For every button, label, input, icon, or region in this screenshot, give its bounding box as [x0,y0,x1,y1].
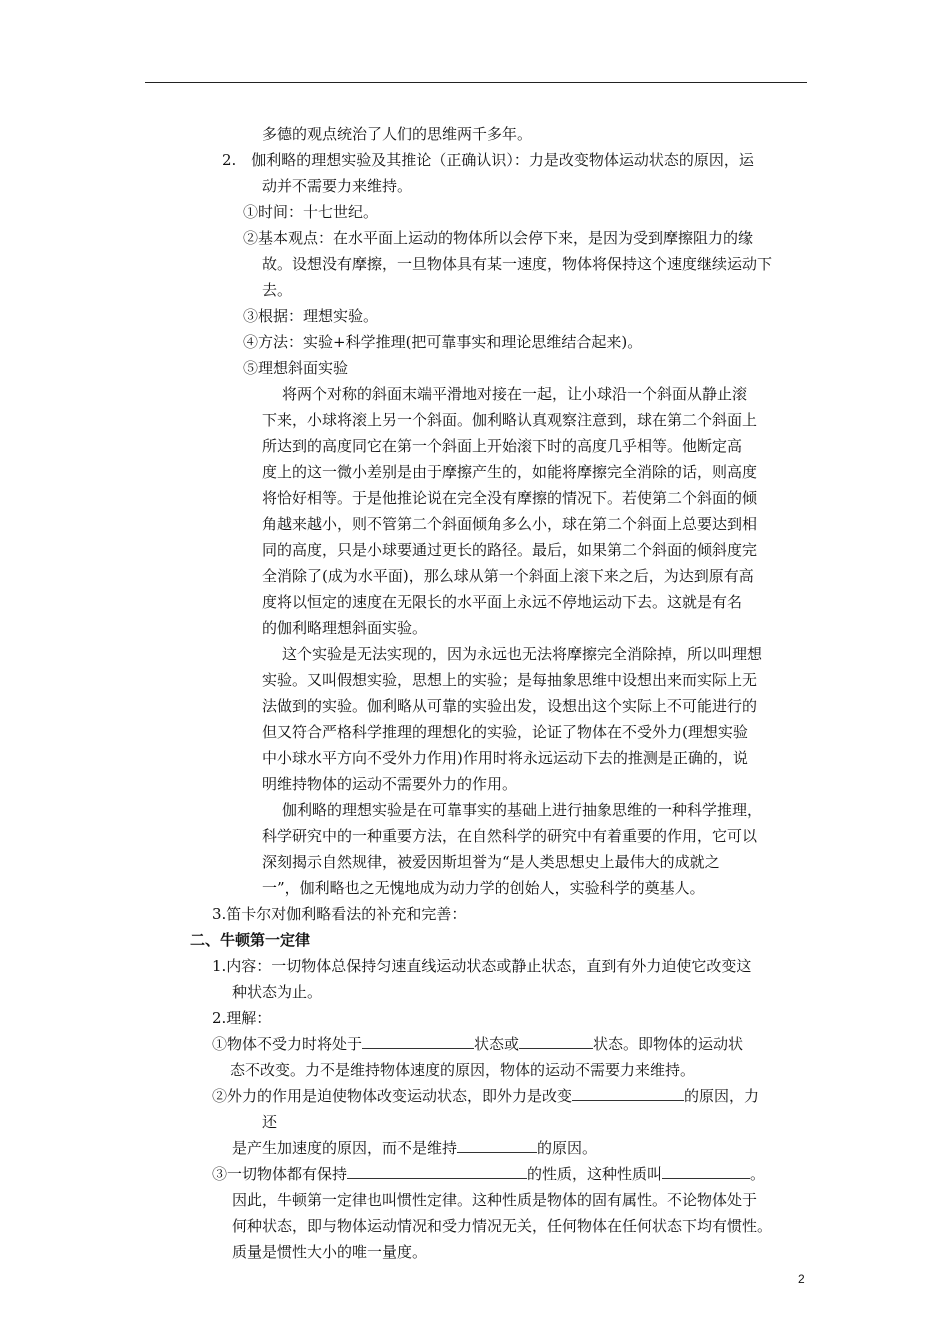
text-line: ①时间：十七世纪。 [243,203,379,221]
text-line: 下来，小球将滚上另一个斜面。伽利略认真观察注意到，球在第二个斜面上 [262,411,758,429]
text-line: 还 [262,1113,278,1131]
text-line: 1.内容：一切物体总保持匀速直线运动状态或静止状态，直到有外力迫使它改变这 [212,957,752,975]
text-line: 伽利略的理想实验是在可靠事实的基础上进行抽象思维的一种科学推理， [282,801,763,819]
text-line: 多德的观点统治了人们的思维两千多年。 [262,125,533,143]
text-line: 种状态为止。 [232,983,323,1001]
text-line: 实验。又叫假想实验，思想上的实验；是每抽象思维中设想出来而实际上无 [262,671,758,689]
text-line: 因此，牛顿第一定律也叫惯性定律。这种性质是物体的固有属性。不论物体处于 [232,1191,758,1209]
text-segment: 的性质，这种性质叫 [527,1165,663,1183]
text-line: 3.笛卡尔对伽利略看法的补充和完善： [212,905,467,923]
text-line [212,1086,759,1106]
text-line [212,1164,765,1184]
text-line: 这个实验是无法实现的，因为永远也无法将摩擦完全消除掉，所以叫理想 [282,645,763,663]
text-segment: 状态。即物体的运动状 [593,1035,744,1053]
text-line: 将恰好相等。于是他推论说在完全没有摩擦的情况下。若使第二个斜面的倾 [262,489,758,507]
fill-in-blank [662,1164,750,1179]
text-line: 2. 伽利略的理想实验及其推论（正确认识）：力是改变物体运动状态的原因，运 [222,151,754,169]
text-segment: ②外力的作用是迫使物体改变运动状态，即外力是改变 [212,1087,573,1105]
text-line: 何种状态，即与物体运动情况和受力情况无关，任何物体在任何状态下均有惯性。 [232,1217,773,1235]
text-line: 度将以恒定的速度在无限长的水平面上永远不停地运动下去。这就是有名 [262,593,743,611]
text-line: 去。 [262,281,293,299]
text-segment: 状态或 [474,1035,520,1053]
text-line: 度上的这一微小差别是由于摩擦产生的，如能将摩擦完全消除的话，则高度 [262,463,758,481]
text-line: 全消除了(成为水平面)，那么球从第一个斜面上滚下来之后，为达到原有高 [262,567,754,585]
text-line: 同的高度，只是小球要通过更长的路径。最后，如果第二个斜面的倾斜度完 [262,541,758,559]
text-line [212,1034,743,1054]
text-line: 质量是惯性大小的唯一量度。 [232,1243,428,1261]
text-line: 所达到的高度同它在第一个斜面上开始滚下时的高度几乎相等。他断定高 [262,437,743,455]
fill-in-blank [347,1164,527,1179]
page-number: 2 [798,1272,805,1286]
fill-in-blank [457,1138,537,1153]
text-line: 法做到的实验。伽利略从可靠的实验出发，设想出这个实际上不可能进行的 [262,697,758,715]
text-line: 科学研究中的一种重要方法，在自然科学的研究中有着重要的作用，它可以 [262,827,758,845]
text-line: 明维持物体的运动不需要外力的作用。 [262,775,518,793]
text-segment: 。 [750,1165,766,1183]
text-segment: 是产生加速度的原因，而不是维持 [232,1139,458,1157]
fill-in-blank [362,1034,474,1049]
text-line: ②基本观点：在水平面上运动的物体所以会停下来，是因为受到摩擦阻力的缘 [243,229,754,247]
section-heading: 二、牛顿第一定律 [190,931,311,949]
text-line: 但又符合严格科学推理的理想化的实验，论证了物体在不受外力(理想实验 [262,723,748,741]
text-line [232,1138,597,1158]
text-line: 动并不需要力来维持。 [262,177,413,195]
text-line: 2.理解： [212,1009,272,1027]
text-line: 中小球水平方向不受外力作用)作用时将永远运动下去的推测是正确的，说 [262,749,748,767]
text-line: ④方法：实验+科学推理(把可靠事实和理论思维结合起来)。 [243,333,643,351]
text-line: 深刻揭示自然规律，被爱因斯坦誉为“是人类思想史上最伟大的成就之 [262,853,720,871]
header-rule [145,82,807,83]
text-line: ③根据：理想实验。 [243,307,379,325]
fill-in-blank [572,1086,684,1101]
text-line: 的伽利略理想斜面实验。 [262,619,428,637]
fill-in-blank [519,1034,593,1049]
text-line: 将两个对称的斜面末端平滑地对接在一起，让小球沿一个斜面从静止滚 [282,385,748,403]
text-line: 一”，伽利略也之无愧地成为动力学的创始人，实验科学的奠基人。 [262,879,705,897]
text-segment: ①物体不受力时将处于 [212,1035,363,1053]
text-line: 角越来越小，则不管第二个斜面倾角多么小，球在第二个斜面上总要达到相 [262,515,758,533]
text-line: 故。设想没有摩擦，一旦物体具有某一速度，物体将保持这个速度继续运动下 [262,255,773,273]
text-segment: 的原因，力 [684,1087,760,1105]
text-segment: 的原因。 [537,1139,598,1157]
text-line: 态不改变。力不是维持物体速度的原因，物体的运动不需要力来维持。 [230,1061,696,1079]
text-line: ⑤理想斜面实验 [243,359,349,377]
text-segment: ③一切物体都有保持 [212,1165,348,1183]
